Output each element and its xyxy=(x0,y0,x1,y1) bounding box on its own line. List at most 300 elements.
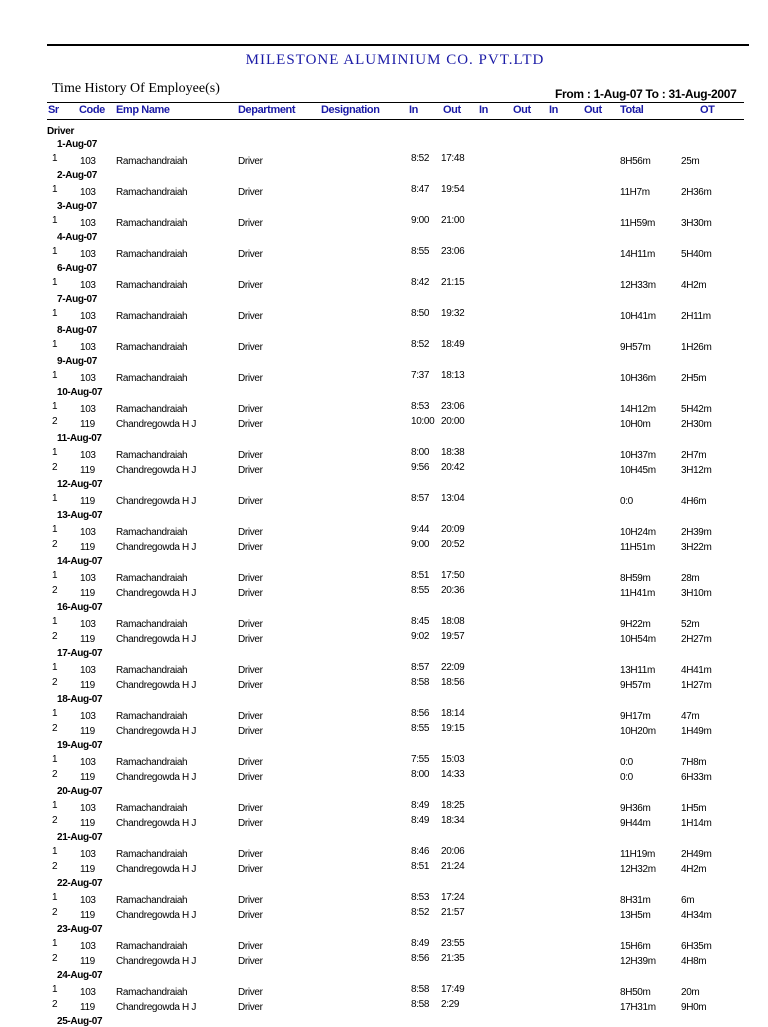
date-heading: 2-Aug-07 xyxy=(57,170,97,181)
row-ot: 2H27m xyxy=(681,634,712,645)
row-total: 12H39m xyxy=(620,956,656,967)
row-department: Driver xyxy=(238,527,263,538)
date-heading: 16-Aug-07 xyxy=(57,602,103,613)
row-department: Driver xyxy=(238,1002,263,1013)
row-total: 11H19m xyxy=(620,849,655,860)
row-emp-name: Chandregowda H J xyxy=(116,726,197,737)
row-code: 119 xyxy=(80,680,95,691)
row-ot: 2H39m xyxy=(681,527,712,538)
row-code: 103 xyxy=(80,404,96,415)
row-ot: 4H2m xyxy=(681,864,707,875)
row-ot: 4H8m xyxy=(681,956,707,967)
col-in-1: In xyxy=(409,104,418,116)
col-out-2: Out xyxy=(513,104,531,116)
row-ot: 1H27m xyxy=(681,680,712,691)
row-in: 8:49 xyxy=(411,938,430,949)
row-code: 103 xyxy=(80,665,96,676)
row-total: 11H51m xyxy=(620,542,655,553)
row-in: 8:57 xyxy=(411,493,430,504)
row-out: 23:06 xyxy=(441,246,465,257)
col-code: Code xyxy=(79,104,105,116)
row-ot: 9H0m xyxy=(681,1002,707,1013)
row-total: 9H57m xyxy=(620,680,651,691)
row-code: 119 xyxy=(80,772,95,783)
row-emp-name: Ramachandraiah xyxy=(116,450,188,461)
row-department: Driver xyxy=(238,757,263,768)
row-total: 11H7m xyxy=(620,187,650,198)
row-sr: 1 xyxy=(52,215,58,226)
row-ot: 52m xyxy=(681,619,700,630)
row-emp-name: Chandregowda H J xyxy=(116,419,197,430)
row-code: 103 xyxy=(80,573,96,584)
row-in: 8:52 xyxy=(411,153,430,164)
date-heading: 12-Aug-07 xyxy=(57,479,103,490)
row-department: Driver xyxy=(238,665,263,676)
row-sr: 2 xyxy=(52,416,58,427)
row-in: 8:58 xyxy=(411,984,430,995)
row-out: 18:25 xyxy=(441,800,465,811)
row-code: 103 xyxy=(80,619,96,630)
row-code: 119 xyxy=(80,588,95,599)
row-out: 20:36 xyxy=(441,585,465,596)
company-name: MILESTONE ALUMINIUM CO. PVT.LTD xyxy=(245,52,545,68)
row-sr: 2 xyxy=(52,462,58,473)
row-out: 19:54 xyxy=(441,184,465,195)
row-total: 10H24m xyxy=(620,527,656,538)
row-in: 8:55 xyxy=(411,585,430,596)
row-sr: 1 xyxy=(52,754,58,765)
row-in: 8:55 xyxy=(411,246,430,257)
row-sr: 1 xyxy=(52,800,58,811)
row-code: 119 xyxy=(80,818,95,829)
row-out: 20:42 xyxy=(441,462,465,473)
row-code: 119 xyxy=(80,542,95,553)
row-emp-name: Chandregowda H J xyxy=(116,542,197,553)
row-emp-name: Chandregowda H J xyxy=(116,772,197,783)
row-in: 8:52 xyxy=(411,339,430,350)
row-total: 10H37m xyxy=(620,450,656,461)
row-ot: 7H8m xyxy=(681,757,707,768)
row-out: 18:56 xyxy=(441,677,465,688)
row-sr: 1 xyxy=(52,447,58,458)
col-in-2: In xyxy=(479,104,488,116)
row-ot: 5H42m xyxy=(681,404,712,415)
col-sr: Sr xyxy=(48,104,59,116)
row-department: Driver xyxy=(238,450,263,461)
row-ot: 47m xyxy=(681,711,700,722)
row-in: 8:52 xyxy=(411,907,430,918)
date-heading: 9-Aug-07 xyxy=(57,356,97,367)
date-heading: 17-Aug-07 xyxy=(57,648,103,659)
date-heading: 22-Aug-07 xyxy=(57,878,103,889)
row-total: 15H6m xyxy=(620,941,651,952)
row-total: 10H41m xyxy=(620,311,656,322)
row-emp-name: Chandregowda H J xyxy=(116,864,197,875)
row-ot: 2H5m xyxy=(681,373,707,384)
row-sr: 1 xyxy=(52,246,58,257)
row-out: 18:34 xyxy=(441,815,465,826)
row-ot: 1H26m xyxy=(681,342,712,353)
row-department: Driver xyxy=(238,864,263,875)
row-code: 103 xyxy=(80,249,96,260)
row-ot: 2H49m xyxy=(681,849,712,860)
row-ot: 4H2m xyxy=(681,280,707,291)
row-out: 23:55 xyxy=(441,938,465,949)
row-sr: 1 xyxy=(52,277,58,288)
row-out: 17:50 xyxy=(441,570,465,581)
row-department: Driver xyxy=(238,987,263,998)
row-out: 14:33 xyxy=(441,769,465,780)
row-in: 8:53 xyxy=(411,401,430,412)
row-sr: 1 xyxy=(52,984,58,995)
row-emp-name: Ramachandraiah xyxy=(116,404,188,415)
row-in: 9:02 xyxy=(411,631,430,642)
row-emp-name: Chandregowda H J xyxy=(116,634,197,645)
row-total: 0:0 xyxy=(620,496,633,507)
row-ot: 20m xyxy=(681,987,700,998)
row-in: 8:00 xyxy=(411,769,430,780)
row-out: 19:32 xyxy=(441,308,465,319)
col-out-1: Out xyxy=(443,104,461,116)
row-sr: 1 xyxy=(52,339,58,350)
row-department: Driver xyxy=(238,542,263,553)
row-code: 119 xyxy=(80,634,95,645)
row-total: 0:0 xyxy=(620,772,633,783)
row-out: 21:35 xyxy=(441,953,465,964)
row-department: Driver xyxy=(238,956,263,967)
row-in: 8:00 xyxy=(411,447,430,458)
row-in: 7:37 xyxy=(411,370,430,381)
row-out: 23:06 xyxy=(441,401,465,412)
row-code: 119 xyxy=(80,496,95,507)
row-department: Driver xyxy=(238,711,263,722)
row-out: 22:09 xyxy=(441,662,465,673)
row-out: 21:57 xyxy=(441,907,465,918)
row-department: Driver xyxy=(238,187,263,198)
row-sr: 2 xyxy=(52,539,58,550)
row-department: Driver xyxy=(238,680,263,691)
row-emp-name: Chandregowda H J xyxy=(116,465,197,476)
report-title: Time History Of Employee(s) xyxy=(52,81,220,96)
row-total: 10H45m xyxy=(620,465,656,476)
row-sr: 1 xyxy=(52,524,58,535)
date-heading: 8-Aug-07 xyxy=(57,325,97,336)
row-sr: 2 xyxy=(52,907,58,918)
date-heading: 14-Aug-07 xyxy=(57,556,103,567)
row-sr: 1 xyxy=(52,892,58,903)
row-in: 10:00 xyxy=(411,416,435,427)
row-emp-name: Ramachandraiah xyxy=(116,619,188,630)
row-department: Driver xyxy=(238,910,263,921)
row-total: 13H11m xyxy=(620,665,655,676)
row-total: 0:0 xyxy=(620,757,633,768)
row-ot: 2H36m xyxy=(681,187,712,198)
row-code: 103 xyxy=(80,895,96,906)
row-code: 103 xyxy=(80,527,96,538)
row-in: 7:55 xyxy=(411,754,430,765)
row-emp-name: Ramachandraiah xyxy=(116,218,188,229)
row-emp-name: Ramachandraiah xyxy=(116,280,188,291)
row-code: 119 xyxy=(80,726,95,737)
row-emp-name: Ramachandraiah xyxy=(116,156,188,167)
row-ot: 1H49m xyxy=(681,726,712,737)
row-sr: 1 xyxy=(52,846,58,857)
row-ot: 6H35m xyxy=(681,941,712,952)
date-heading: 4-Aug-07 xyxy=(57,232,97,243)
row-ot: 1H14m xyxy=(681,818,712,829)
row-ot: 4H34m xyxy=(681,910,712,921)
row-sr: 2 xyxy=(52,631,58,642)
row-department: Driver xyxy=(238,818,263,829)
row-ot: 4H6m xyxy=(681,496,707,507)
row-out: 18:14 xyxy=(441,708,465,719)
row-ot: 4H41m xyxy=(681,665,712,676)
date-range: From : 1-Aug-07 To : 31-Aug-2007 xyxy=(555,87,737,101)
row-total: 8H50m xyxy=(620,987,651,998)
row-sr: 1 xyxy=(52,708,58,719)
row-emp-name: Ramachandraiah xyxy=(116,527,188,538)
date-heading: 3-Aug-07 xyxy=(57,201,97,212)
row-out: 18:49 xyxy=(441,339,465,350)
row-code: 103 xyxy=(80,218,96,229)
row-in: 8:55 xyxy=(411,723,430,734)
row-out: 21:24 xyxy=(441,861,465,872)
row-department: Driver xyxy=(238,311,263,322)
row-out: 13:04 xyxy=(441,493,465,504)
row-total: 14H12m xyxy=(620,404,656,415)
row-sr: 1 xyxy=(52,493,58,504)
row-in: 8:51 xyxy=(411,570,430,581)
row-total: 12H33m xyxy=(620,280,656,291)
row-ot: 3H10m xyxy=(681,588,712,599)
row-ot: 6m xyxy=(681,895,695,906)
row-out: 19:15 xyxy=(441,723,465,734)
row-code: 119 xyxy=(80,864,95,875)
row-total: 11H59m xyxy=(620,218,655,229)
row-sr: 2 xyxy=(52,815,58,826)
row-out: 17:48 xyxy=(441,153,465,164)
row-ot: 2H30m xyxy=(681,419,712,430)
row-sr: 2 xyxy=(52,769,58,780)
row-department: Driver xyxy=(238,772,263,783)
row-department: Driver xyxy=(238,419,263,430)
row-in: 8:56 xyxy=(411,953,430,964)
row-total: 9H44m xyxy=(620,818,651,829)
row-emp-name: Ramachandraiah xyxy=(116,711,188,722)
row-sr: 1 xyxy=(52,153,58,164)
row-code: 103 xyxy=(80,311,96,322)
row-in: 8:42 xyxy=(411,277,430,288)
row-total: 14H11m xyxy=(620,249,655,260)
row-code: 103 xyxy=(80,280,96,291)
row-department: Driver xyxy=(238,404,263,415)
row-out: 19:57 xyxy=(441,631,465,642)
row-code: 103 xyxy=(80,849,96,860)
row-code: 103 xyxy=(80,987,96,998)
col-ot: OT xyxy=(700,104,715,116)
date-heading: 24-Aug-07 xyxy=(57,970,103,981)
row-sr: 1 xyxy=(52,662,58,673)
row-in: 8:56 xyxy=(411,708,430,719)
row-total: 13H5m xyxy=(620,910,651,921)
row-in: 8:46 xyxy=(411,846,430,857)
row-sr: 1 xyxy=(52,616,58,627)
row-ot: 25m xyxy=(681,156,700,167)
row-in: 8:47 xyxy=(411,184,430,195)
col-total: Total xyxy=(620,104,644,116)
row-out: 17:49 xyxy=(441,984,465,995)
row-sr: 2 xyxy=(52,677,58,688)
row-in: 8:58 xyxy=(411,677,430,688)
row-in: 8:51 xyxy=(411,861,430,872)
date-heading: 21-Aug-07 xyxy=(57,832,103,843)
row-department: Driver xyxy=(238,465,263,476)
row-in: 8:49 xyxy=(411,815,430,826)
row-code: 103 xyxy=(80,803,96,814)
row-code: 103 xyxy=(80,156,96,167)
group-label: Driver xyxy=(47,126,75,137)
row-total: 10H20m xyxy=(620,726,656,737)
row-total: 8H56m xyxy=(620,156,651,167)
row-sr: 1 xyxy=(52,370,58,381)
row-code: 103 xyxy=(80,711,96,722)
row-department: Driver xyxy=(238,588,263,599)
row-in: 8:53 xyxy=(411,892,430,903)
row-department: Driver xyxy=(238,895,263,906)
date-heading: 11-Aug-07 xyxy=(57,433,102,444)
row-out: 20:06 xyxy=(441,846,465,857)
row-out: 20:09 xyxy=(441,524,465,535)
row-department: Driver xyxy=(238,803,263,814)
row-emp-name: Ramachandraiah xyxy=(116,941,188,952)
row-in: 9:00 xyxy=(411,215,430,226)
row-department: Driver xyxy=(238,280,263,291)
row-emp-name: Ramachandraiah xyxy=(116,311,188,322)
row-department: Driver xyxy=(238,218,263,229)
row-out: 21:00 xyxy=(441,215,465,226)
row-total: 9H22m xyxy=(620,619,651,630)
row-out: 2:29 xyxy=(441,999,460,1010)
row-in: 9:00 xyxy=(411,539,430,550)
row-department: Driver xyxy=(238,573,263,584)
row-sr: 2 xyxy=(52,999,58,1010)
row-in: 8:49 xyxy=(411,800,430,811)
row-out: 20:00 xyxy=(441,416,465,427)
row-emp-name: Ramachandraiah xyxy=(116,249,188,260)
col-in-3: In xyxy=(549,104,558,116)
col-designation: Designation xyxy=(321,104,380,116)
row-code: 103 xyxy=(80,941,96,952)
date-heading: 6-Aug-07 xyxy=(57,263,97,274)
row-emp-name: Chandregowda H J xyxy=(116,910,197,921)
row-in: 8:58 xyxy=(411,999,430,1010)
row-ot: 3H22m xyxy=(681,542,712,553)
row-sr: 2 xyxy=(52,723,58,734)
row-total: 10H54m xyxy=(620,634,656,645)
row-emp-name: Ramachandraiah xyxy=(116,573,188,584)
row-ot: 6H33m xyxy=(681,772,712,783)
row-department: Driver xyxy=(238,619,263,630)
row-sr: 2 xyxy=(52,953,58,964)
row-emp-name: Chandregowda H J xyxy=(116,1002,197,1013)
row-total: 8H31m xyxy=(620,895,651,906)
row-emp-name: Chandregowda H J xyxy=(116,680,197,691)
row-total: 11H41m xyxy=(620,588,655,599)
date-heading: 18-Aug-07 xyxy=(57,694,103,705)
row-ot: 2H11m xyxy=(681,311,711,322)
row-ot: 5H40m xyxy=(681,249,712,260)
row-out: 18:38 xyxy=(441,447,465,458)
row-total: 10H36m xyxy=(620,373,656,384)
row-total: 8H59m xyxy=(620,573,651,584)
row-emp-name: Ramachandraiah xyxy=(116,803,188,814)
row-department: Driver xyxy=(238,496,263,507)
row-code: 119 xyxy=(80,1002,95,1013)
row-emp-name: Ramachandraiah xyxy=(116,373,188,384)
row-sr: 1 xyxy=(52,308,58,319)
row-total: 9H57m xyxy=(620,342,651,353)
row-code: 103 xyxy=(80,342,96,353)
row-department: Driver xyxy=(238,634,263,645)
row-emp-name: Chandregowda H J xyxy=(116,956,197,967)
row-emp-name: Ramachandraiah xyxy=(116,187,188,198)
row-out: 20:52 xyxy=(441,539,465,550)
row-department: Driver xyxy=(238,373,263,384)
date-heading: 23-Aug-07 xyxy=(57,924,103,935)
row-department: Driver xyxy=(238,249,263,260)
row-emp-name: Ramachandraiah xyxy=(116,849,188,860)
row-emp-name: Chandregowda H J xyxy=(116,588,197,599)
row-ot: 3H12m xyxy=(681,465,712,476)
row-ot: 3H30m xyxy=(681,218,712,229)
row-ot: 28m xyxy=(681,573,700,584)
row-sr: 1 xyxy=(52,184,58,195)
row-code: 119 xyxy=(80,465,95,476)
date-heading: 13-Aug-07 xyxy=(57,510,103,521)
row-emp-name: Chandregowda H J xyxy=(116,818,197,829)
row-ot: 2H7m xyxy=(681,450,707,461)
row-department: Driver xyxy=(238,342,263,353)
row-code: 119 xyxy=(80,419,95,430)
row-department: Driver xyxy=(238,941,263,952)
row-code: 119 xyxy=(80,910,95,921)
row-out: 21:15 xyxy=(441,277,465,288)
row-sr: 2 xyxy=(52,861,58,872)
row-in: 9:44 xyxy=(411,524,430,535)
date-heading: 1-Aug-07 xyxy=(57,139,97,150)
row-total: 10H0m xyxy=(620,419,651,430)
row-sr: 1 xyxy=(52,570,58,581)
row-sr: 2 xyxy=(52,585,58,596)
row-emp-name: Chandregowda H J xyxy=(116,496,197,507)
row-sr: 1 xyxy=(52,938,58,949)
row-department: Driver xyxy=(238,156,263,167)
row-total: 17H31m xyxy=(620,1002,656,1013)
row-emp-name: Ramachandraiah xyxy=(116,342,188,353)
row-total: 9H36m xyxy=(620,803,651,814)
row-code: 103 xyxy=(80,757,96,768)
row-out: 17:24 xyxy=(441,892,465,903)
row-emp-name: Ramachandraiah xyxy=(116,665,188,676)
row-in: 9:56 xyxy=(411,462,430,473)
date-heading: 10-Aug-07 xyxy=(57,387,103,398)
col-department: Department xyxy=(238,104,296,116)
date-heading: 7-Aug-07 xyxy=(57,294,97,305)
row-out: 18:13 xyxy=(441,370,465,381)
row-sr: 1 xyxy=(52,401,58,412)
row-out: 18:08 xyxy=(441,616,465,627)
row-in: 8:45 xyxy=(411,616,430,627)
